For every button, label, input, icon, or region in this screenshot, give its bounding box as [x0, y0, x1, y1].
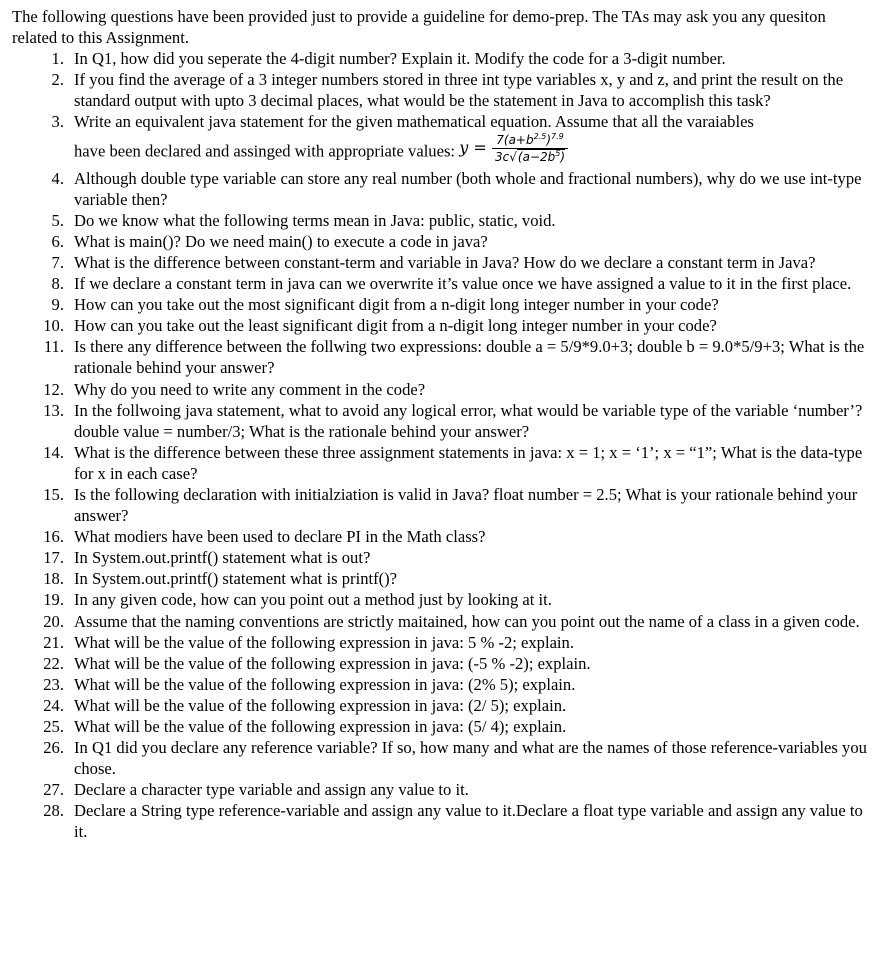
question-text: In System.out.printf() statement what is out?	[74, 548, 371, 568]
question-text: What will be the value of the following expression in java: (-5 % -2); explain.	[74, 653, 591, 673]
question-text: How can you take out the most significant digit from a n-digit long integer number in your code?	[74, 295, 719, 315]
sqrt-radicand	[517, 149, 565, 164]
question-item	[12, 716, 874, 737]
question-item	[12, 69, 874, 111]
question-item	[12, 737, 874, 779]
equation	[459, 133, 568, 164]
question-number: 1.	[51, 49, 64, 69]
question-number: 2.	[51, 70, 64, 90]
question-item	[12, 779, 874, 800]
numerator-outer-exponent: 7.9	[551, 131, 564, 141]
question-item	[12, 526, 874, 547]
question-text: What modiers have been used to declare PI in the Math class?	[74, 527, 486, 547]
question-text: What will be the value of the following expression in java: 5 % -2; explain.	[74, 632, 574, 652]
question-number: 25.	[43, 717, 64, 736]
equation-fraction	[492, 133, 568, 164]
question-number: 24.	[43, 695, 64, 715]
question-text: Do we know what the following terms mean in Java: public, static, void.	[74, 210, 556, 230]
question-number: 12.	[43, 379, 64, 399]
question-text: In any given code, how can you point out a method just by looking at it.	[74, 590, 552, 610]
question-number: 27.	[43, 780, 64, 800]
question-item	[12, 252, 874, 273]
question-item	[12, 442, 874, 484]
question-number: 3.	[51, 112, 64, 132]
question-number: 9.	[51, 295, 64, 315]
question-item	[12, 400, 874, 442]
question-text: In Q1 did you declare any reference variable? If so, how many and what are the names of those reference-variables you chose.	[74, 738, 867, 779]
question-number: 10.	[43, 316, 64, 336]
question-text: What is the difference between these three assignment statements in java: x = 1; x = ‘1’; x = “1”; What is the data-type for x in each case?	[74, 442, 863, 483]
question-item	[12, 210, 874, 231]
radicand-base: (a−2b	[517, 149, 556, 164]
question-number: 21.	[43, 632, 64, 652]
question-item	[12, 653, 874, 674]
question-text: Although double type variable can store any real number (both whole and fractional numbers), why do we use int-type variable then?	[74, 168, 862, 209]
question-item	[12, 111, 874, 167]
equation-numerator	[492, 133, 568, 149]
question-text: In System.out.printf() statement what is printf()?	[74, 569, 398, 589]
question-item	[12, 379, 874, 400]
intro-paragraph: The following questions have been provided just to provide a guideline for demo-prep. The TAs may ask you any quesiton related to this Assignment.	[12, 7, 826, 48]
numerator-close-paren: )	[546, 132, 552, 147]
question-item	[12, 611, 874, 632]
question-number: 16.	[43, 527, 64, 547]
equation-denominator	[492, 149, 568, 164]
question-item	[12, 168, 874, 210]
question-number: 14.	[43, 442, 64, 462]
question-number: 20.	[43, 611, 64, 631]
question-number: 11.	[43, 337, 64, 357]
question-text: In the follwoing java statement, what to avoid any logical error, what would be variable type of the variable ‘number’? double value = number/3; What is the rationale behind your answer?	[74, 400, 863, 441]
question-item	[12, 800, 874, 842]
question-text: Why do you need to write any comment in the code?	[74, 379, 426, 399]
question-number: 13.	[43, 400, 64, 420]
question-number: 19.	[43, 590, 64, 610]
question-item	[12, 315, 874, 336]
equation-lhs: y =	[459, 137, 487, 157]
question-number: 15.	[43, 484, 64, 504]
question-text-continued: have been declared and assinged with appropriate values:	[74, 140, 456, 160]
question-text: If you find the average of a 3 integer numbers stored in three int type variables x, y and z, and print the result on the standard output with upto 3 decimal places, what would be the statement in Java to accomplish this task?	[74, 70, 844, 111]
question-number: 26.	[43, 738, 64, 758]
question-item	[12, 273, 874, 294]
question-text: Assume that the naming conventions are strictly maitained, how can you point out the name of a class in a given code.	[74, 611, 860, 631]
question-item	[12, 294, 874, 315]
question-text: What is the difference between constant-term and variable in Java? How do we declare a constant term in Java?	[74, 252, 816, 272]
radicand-exponent: 5	[555, 148, 561, 158]
question-text: Declare a String type reference-variable and assign any value to it.Declare a float type variable and assign any value to it.	[74, 801, 863, 842]
question-text: What is main()? Do we need main() to execute a code in java?	[74, 231, 488, 251]
question-text: If we declare a constant term in java can we overwrite it’s value once we have assigned a value to it in the first place.	[74, 274, 852, 294]
question-item	[12, 484, 874, 526]
question-item	[12, 231, 874, 252]
question-number: 18.	[43, 569, 64, 589]
question-item	[12, 674, 874, 695]
question-item	[12, 48, 874, 69]
question-text: How can you take out the least significant digit from a n-digit long integer number in your code?	[74, 316, 717, 336]
question-number: 4.	[51, 168, 64, 188]
question-text: Is the following declaration with initialziation is valid in Java? float number = 2.5; What is your rationale behind your answer?	[74, 484, 858, 526]
question-number: 17.	[43, 548, 64, 568]
question-text: Is there any difference between the follwing two expressions: double a = 5/9*9.0+3; double b = 9.0*5/9+3; What is the rationale behind your answer?	[74, 337, 865, 378]
numerator-base: 7(a+b	[496, 132, 534, 147]
question-list	[12, 48, 874, 842]
question-number: 22.	[43, 653, 64, 673]
question-number: 7.	[51, 252, 64, 272]
question-text: In Q1, how did you seperate the 4-digit number? Explain it. Modify the code for a 3-digit number.	[74, 49, 726, 69]
question-number: 6.	[51, 231, 64, 251]
question-text: What will be the value of the following expression in java: (2% 5); explain.	[74, 674, 576, 694]
question-item	[12, 589, 874, 610]
question-number: 5.	[51, 210, 64, 230]
question-number: 23.	[43, 674, 64, 694]
question-item	[12, 632, 874, 653]
question-item	[12, 695, 874, 716]
question-text: What will be the value of the following expression in java: (5/ 4); explain.	[74, 717, 567, 736]
question-item	[12, 336, 874, 378]
question-number: 28.	[43, 801, 64, 821]
question-text: Declare a character type variable and assign any value to it.	[74, 780, 469, 800]
question-item	[12, 568, 874, 589]
question-text: What will be the value of the following expression in java: (2/ 5); explain.	[74, 695, 567, 715]
question-item	[12, 547, 874, 568]
numerator-inner-exponent: 2.5	[533, 131, 547, 141]
sqrt-symbol: √	[509, 149, 517, 164]
question-text: Write an equivalent java statement for the given mathematical equation. Assume that all the varaiables	[74, 112, 754, 132]
denominator-prefix: 3c	[495, 149, 510, 164]
question-number: 8.	[51, 274, 64, 294]
radicand-close-paren: )	[560, 149, 566, 164]
